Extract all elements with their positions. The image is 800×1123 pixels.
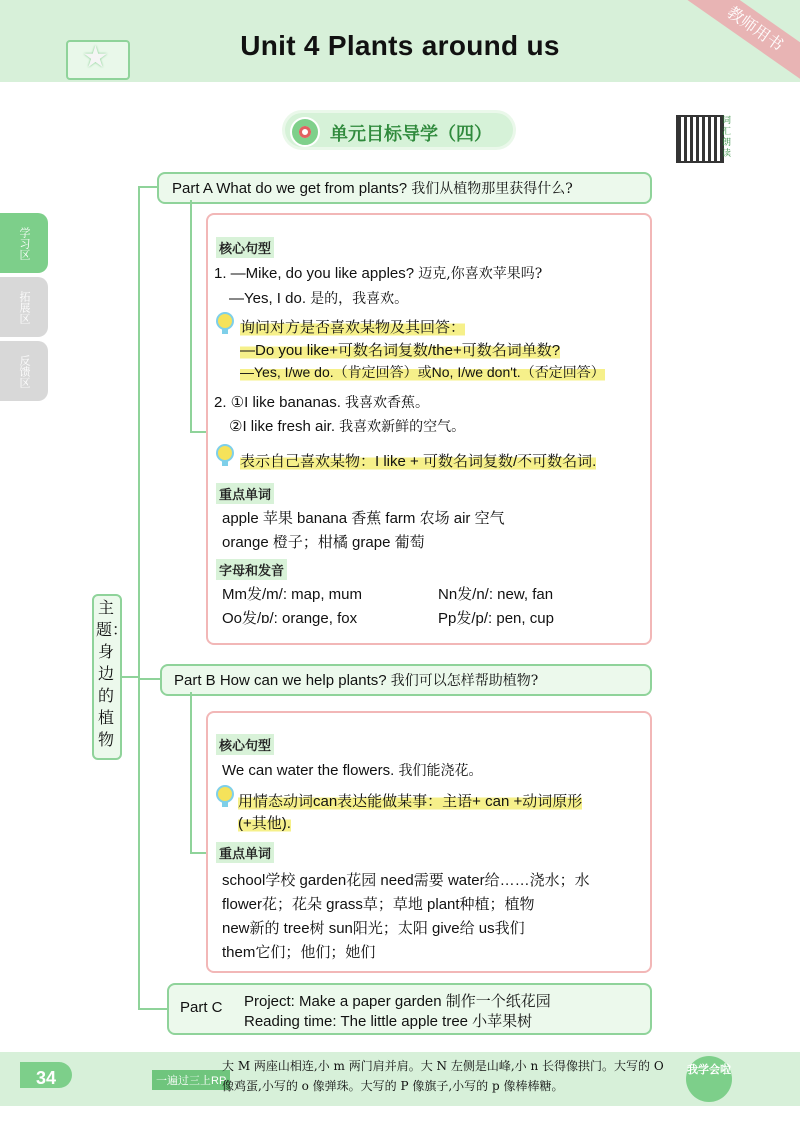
part-b-title: Part B How can we help plants? 我们可以怎样帮助植物? <box>174 672 539 689</box>
lightbulb-icon <box>216 446 234 468</box>
tag-key-words-b: 重点单词 <box>216 842 274 863</box>
phonics-nn: Nn发/n/: new, fan <box>438 586 554 603</box>
target-icon <box>290 117 320 147</box>
star-logo-icon: ★ <box>82 41 109 74</box>
part-c-line1: Project: Make a paper garden 制作一个纸花园 <box>244 993 551 1010</box>
a-s2-line2: ②I like fresh air. 我喜欢新鲜的空气。 <box>229 418 466 435</box>
part-c-title: Part C <box>180 999 223 1016</box>
part-b-connector <box>190 692 192 852</box>
part-c-line2: Reading time: The little apple tree 小苹果树 <box>244 1013 533 1030</box>
a-tip2: 表示自己喜欢某物：I like + 可数名词复数/不可数名词. <box>240 450 596 471</box>
b-tip-line2: (+其他). <box>238 812 291 833</box>
part-b-connector-h <box>190 852 206 854</box>
part-a-title: Part A What do we get from plants? 我们从植物那里获得什么? <box>172 180 573 197</box>
branch-c <box>138 1008 168 1010</box>
b-words-line2: flower花；花朵 grass草；草地 plant种植；植物 <box>222 896 535 913</box>
lightbulb-icon <box>216 787 234 809</box>
part-a-connector-h <box>190 431 206 433</box>
footer-tip: 大 M 两座山相连,小 m 两门肩并肩。大 N 左侧是山峰,小 n 长得像拱门。大写的 O 像鸡蛋,小写的 o 像弹珠。大写的 P 像旗子,小写的 p 像棒棒糖。 <box>222 1059 664 1093</box>
a-s1-answer: —Yes, I do. 是的，我喜欢。 <box>229 290 409 307</box>
b-words-line3: new新的 tree树 sun阳光；太阳 give给 us我们 <box>222 920 525 937</box>
a-words-line2: orange 橙子；柑橘 grape 葡萄 <box>222 534 425 551</box>
page-title: Unit 4 Plants around us <box>240 30 560 61</box>
page-number: 34 <box>36 1068 57 1088</box>
a-tip1-line2: —Yes, I/we do.（肯定回答）或No, I/we don't.（否定回答） <box>240 364 605 380</box>
tag-core-sentences-b: 核心句型 <box>216 734 274 755</box>
mindmap-trunk <box>138 186 140 1010</box>
corner-label: 教师用书 <box>677 0 800 90</box>
tag-phonics: 字母和发音 <box>216 559 287 580</box>
tag-key-words-a: 重点单词 <box>216 483 274 504</box>
footer-brand: 一遍过三上RP <box>152 1070 230 1090</box>
side-tab-extend[interactable]: 拓展区 <box>0 277 48 337</box>
qr-label: 词汇朗读 <box>722 115 732 158</box>
learned-badge: 我学会啦 <box>686 1056 732 1102</box>
side-tab-feedback[interactable]: 反馈区 <box>0 341 48 401</box>
b-s1: We can water the flowers. 我们能浇花。 <box>222 762 483 779</box>
part-a-connector <box>190 200 192 432</box>
a-tip1-title: 询问对方是否喜欢某物及其回答： <box>240 316 465 337</box>
a-s2-line1: 2. ①I like bananas. 我喜欢香蕉。 <box>214 394 430 411</box>
branch-a <box>138 186 158 188</box>
a-tip1-line1: —Do you like+可数名词复数/the+可数名词单数? <box>240 339 560 360</box>
phonics-mm: Mm发/m/: map, mum <box>222 586 363 603</box>
unit-goal-title: 单元目标导学（四） <box>330 124 492 144</box>
tag-core-sentences-a: 核心句型 <box>216 237 274 258</box>
b-words-line1: school学校 garden花园 need需要 water给……浇水；水 <box>222 872 590 889</box>
b-tip-line1: 用情态动词can表达能做某事：主语+ can +动词原形 <box>238 790 582 811</box>
b-words-line4: them它们；他们；她们 <box>222 944 376 961</box>
phonics-pp: Pp发/p/: pen, cup <box>438 610 554 627</box>
a-s1-question: 1. —Mike, do you like apples? 迈克,你喜欢苹果吗? <box>214 265 543 282</box>
theme-label: 主题：身边的植物 <box>96 600 129 749</box>
a-words-line1: apple 苹果 banana 香蕉 farm 农场 air 空气 <box>222 510 505 527</box>
phonics-oo: Oo发/ɒ/: orange, fox <box>222 610 358 627</box>
lightbulb-icon <box>216 314 234 336</box>
branch-b <box>138 678 160 680</box>
side-tab-study[interactable]: 学习区 <box>0 213 48 273</box>
qr-code[interactable] <box>676 115 724 163</box>
